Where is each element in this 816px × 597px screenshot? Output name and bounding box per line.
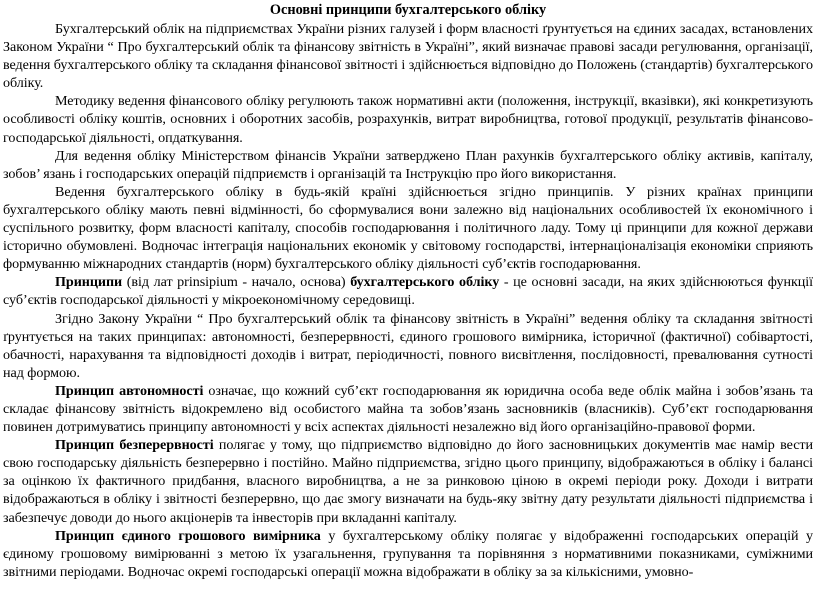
paragraph-9-text: у бухгалтерському обліку полягає у відображенні господарських операцій у єдиному грошовому вимірюванні з метою їх узагальнення, групування та порівняння з нормативними показниками, суміжними звітними періодами. Водночас окремі господарські операції можна відображати в обліку за за кількісними, умовно- bbox=[3, 527, 813, 580]
paragraph-5-mid: (від лат prinsipium - начало, основа) bbox=[122, 274, 351, 291]
paragraph-5 bbox=[3, 273, 813, 309]
paragraph-8-lead: Принцип безперервності bbox=[55, 437, 214, 454]
paragraph-7-lead: Принцип автономності bbox=[55, 382, 204, 399]
paragraph-6: Згідно Закону України “ Про бухгалтерський облік та фінансову звітність в Україні” ведення обліку та складання звітності ґрунтується на таких принципах: автономності, безперервності, єдиного грошового вимірника, історичної (фактичної) собівартості, обачності, нарахування та відповідності доходів і витрат, періодичності, повного висвітлення, послідовності, превалювання сутності над формою. bbox=[3, 310, 813, 381]
paragraph-1: Бухгалтерський облік на підприємствах України різних галузей і форм власності ґрунтується на єдиних засадах, встановлених Законом України “ Про бухгалтерський облік та фінансову звітність в Україні”, який визначає правові засади регулювання, організації, ведення бухгалтерського обліку та складання фінансової звітності і здійснюється відповідно до Положень (стандартів) бухгалтерського обліку. bbox=[3, 21, 813, 92]
paragraph-2: Методику ведення фінансового обліку регулюють також нормативні акти (положення, інструкції, вказівки), які конкретизують особливості обліку коштів, основних і оборотних засобів, розрахунків, витрат виробництва, готової продукції, результатів фінансово-господарської діяльності, опдаткування. bbox=[3, 93, 813, 146]
paragraph-7-text: означає, що кожний суб’єкт господарювання як юридична особа веде облік майна і зобов’язань та складає фінансову звітність відокремлено від особистого майна та зобов’язань засновників (власників). Суб’єкт господарювання повинен дотримуватись принципу автономності у всіх аспектах діяльності незалежно від його організаційно-правової форми. bbox=[3, 382, 814, 436]
paragraph-9 bbox=[3, 527, 813, 581]
document-title: Основні принципи бухгалтерського обліку bbox=[269, 2, 547, 18]
paragraph-9-lead: Принцип єдиного грошового вимірника bbox=[55, 527, 321, 544]
paragraph-7 bbox=[3, 382, 813, 436]
paragraph-3: Для ведення обліку Міністерством фінансів України затверджено План рахунків бухгалтерського обліку активів, капіталу, зобов’ язань і господарських операцій підприємств і організацій та Інструкцію про його використання. bbox=[3, 147, 813, 182]
paragraph-5-lead: Принципи bbox=[55, 274, 123, 291]
paragraph-4: Ведення бухгалтерського обліку в будь-якій країні здійснюється згідно принципів. У різних країнах принципи бухгалтерського обліку мають певні відмінності, бо сформувалися вони залежно від національних особливостей їх економічного і суспільного розвитку, форм власності капіталу, способів господарювання і політичного ладу. Тому ці принципи для кожної держави історично обумовлені. Водночас інтеграція національних економік у світовому господарстві, інтернаціоналізація економіки сприяють формуванню міжнародних стандартів (норм) бухгалтерського обліку діяльності суб’єктів господарювання. bbox=[3, 183, 813, 273]
paragraph-5-text: - це основні засади, на яких здійснюються функції суб’єктів господарської діяльності у мікроекономічному середовищі. bbox=[3, 274, 813, 309]
paragraph-5-lead2: бухгалтерського обліку bbox=[350, 274, 500, 291]
paragraph-8-text: полягає у тому, що підприємство відповідно до його засновницьких документів має намір вести свою господарську діяльність безперервно і постійно. Майно підприємства, згідно цього принципу, відображаються в обліку і балансі за оцінкою їх фактичного придбання, власного виробництва, а не за ринковою ціною в окремі періоди року. Доходи і витрати відображаються в обліку і звітності безперервно, що дає змогу визначати на будь-яку звітну дату результати діяльності підприємства і забезпечує доводи до нього акціонерів та інвесторів при вкладанні капіталу. bbox=[3, 437, 813, 526]
paragraph-8 bbox=[3, 436, 813, 526]
